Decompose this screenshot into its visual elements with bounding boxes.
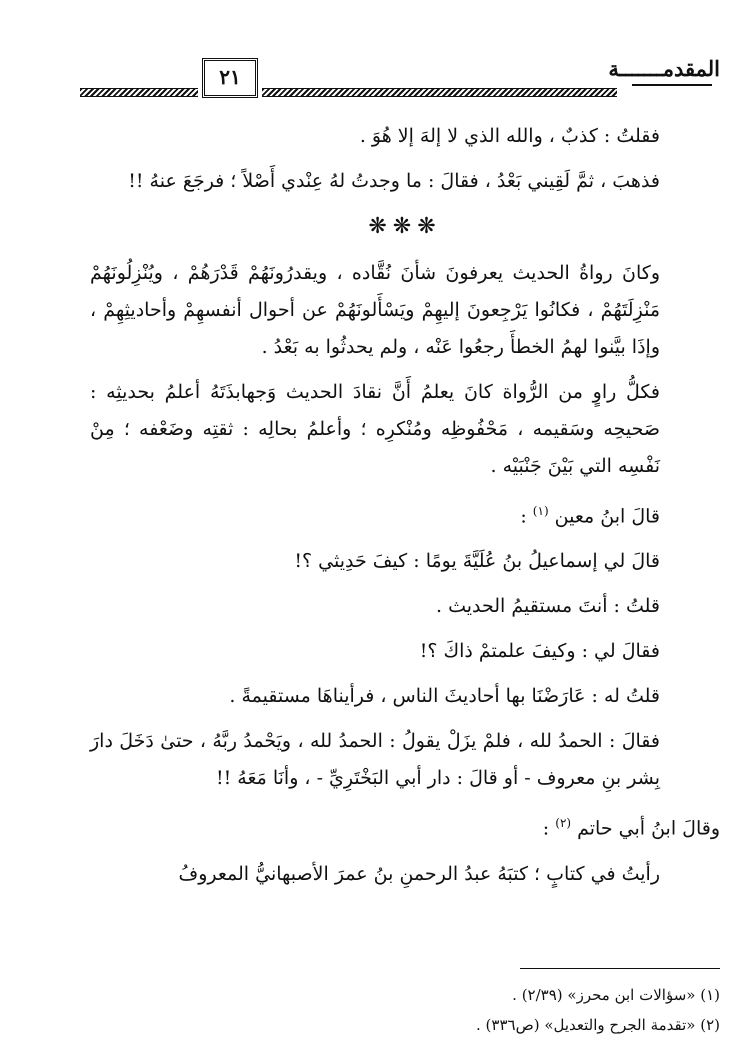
footnote-divider <box>520 968 720 969</box>
paragraph: رأيتُ في كتابٍ ؛ كتبَهُ عبدُ الرحمنِ بنُ عمرَ الأصبهانيُّ المعروفُ <box>178 862 660 885</box>
section-separator: ❋❋❋ <box>368 214 442 239</box>
page-number: ٢١ <box>202 58 258 98</box>
colon: : <box>520 505 527 528</box>
paragraph: فذهبَ ، ثمَّ لَقِيني بَعْدُ ، فقالَ : ما وجدتُ لهُ عِنْدي أَصْلاً ؛ فرجَعَ عنهُ !! <box>128 170 660 192</box>
paragraph: قلتُ له : عَارَضْنَا بها أحاديثَ الناس ، فرأيناهَا مستقيمةً . <box>229 685 660 708</box>
paragraph <box>90 805 720 847</box>
paragraph: وكانَ رواةُ الحديث يعرفونَ شأنَ نُقَّاده ، ويقدرُونَهُمْ قَدْرَهُمْ ، ويُنْزِلُونَهُمْ مَنْزِلَتَهُمْ ، فكانُوا يَرْجِعونَ إليهِمْ ويَسْأَلونَهُمْ عن أحوال أنفسهِمْ وأحاديثِهِمْ ، وإذَا بيَّنوا لهمُ الخطأَ رجعُوا عَنْه ، ولم يحدثُوا به بَعْدُ . <box>90 262 660 358</box>
colon: : <box>542 817 550 840</box>
paragraph: فكلُّ راوٍ من الرُّواة كانَ يعلمُ أَنَّ نقادَ الحديث وَجهابذَتَهُ أعلمُ بحديثِه : صَحيحِه وسَقيمه ، مَحْفُوظِه ومُنْكرِه ؛ وأعلمُ بحالِه : ثقتِه وضَعْفه ؛ مِنْ نَفْسِه التي بَيْنَ جَنْبَيْه . <box>90 381 660 477</box>
paragraph: فقالَ لي : وكيفَ علمتمْ ذاكَ ؟! <box>419 640 660 663</box>
page-header <box>80 50 720 100</box>
quote-intro: قالَ ابنُ معين <box>554 505 660 528</box>
footnote-1: (١) «سؤالات ابن محرز» (٢/٣٩) . <box>512 986 720 1004</box>
paragraph: قلتُ : أنتَ مستقيمُ الحديث . <box>436 595 660 618</box>
quote-intro: وقالَ ابنُ أبي حاتم <box>577 817 720 840</box>
footnote-ref[interactable]: (٢) <box>555 816 572 831</box>
footnote-ref[interactable]: (١) <box>532 504 549 518</box>
chapter-title: المقدمـــــــة <box>608 56 720 81</box>
paragraph: فقالَ : الحمدُ لله ، فلمْ يزَلْ يقولُ : الحمدُ لله ، ويَحْمدُ ربَّهُ ، حتىٰ دَخَلَ دارَ بِشر بنِ معروف - أو قالَ : دار أبي البَخْتَرِيِّ - ، وأنَا مَعَهُ !! <box>90 730 660 790</box>
title-underline <box>632 84 712 86</box>
paragraph: قالَ لي إسماعيلُ بنُ عُلَيَّةَ يومًا : كيفَ حَدِيثي ؟! <box>294 550 660 573</box>
header-rule-left <box>80 88 198 97</box>
footnote-2: (٢) «تقدمة الجرح والتعديل» (ص٣٣٦) . <box>476 1016 720 1034</box>
paragraph <box>90 493 720 535</box>
header-rule-right <box>262 88 617 97</box>
paragraph: فقلتُ : كذبٌ ، والله الذي لا إلهَ إلا هُوَ . <box>359 125 660 147</box>
main-text <box>90 118 720 901</box>
footnotes <box>300 980 720 1040</box>
